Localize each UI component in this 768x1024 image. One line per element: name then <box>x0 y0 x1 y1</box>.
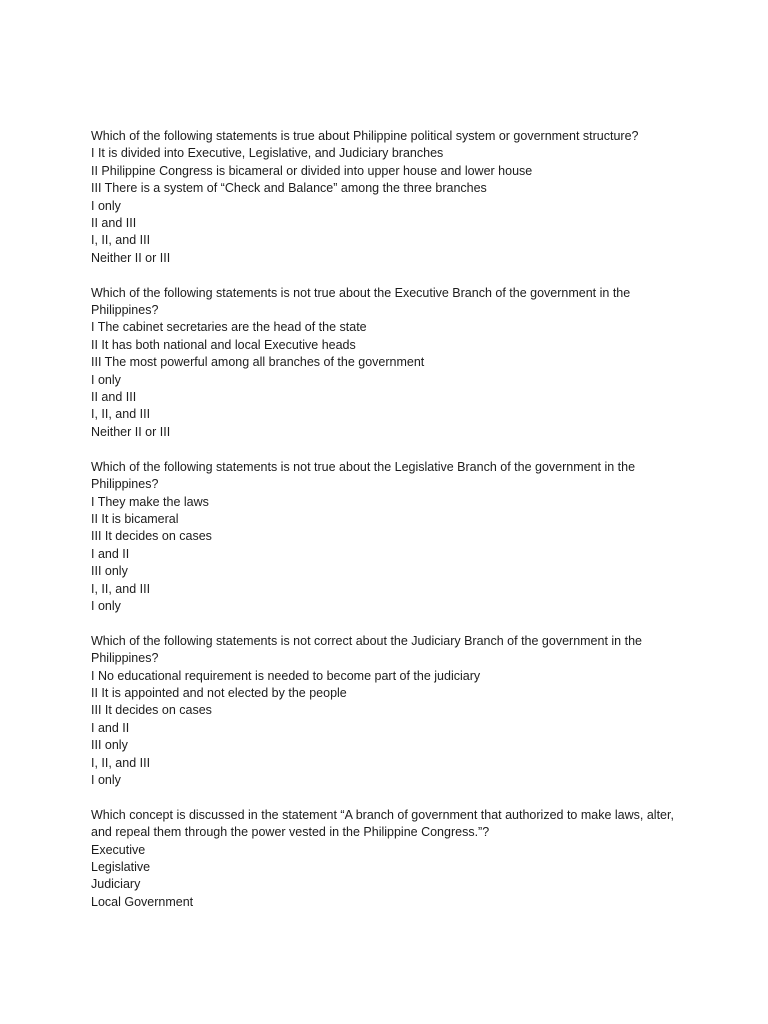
question-2 <box>91 285 691 442</box>
question-4 <box>91 633 691 790</box>
answer-choice: Local Government <box>91 894 194 909</box>
question-stem <box>91 807 691 842</box>
statement-line: II It is appointed and not elected by the people <box>91 685 347 700</box>
question-stem <box>91 285 691 320</box>
answer-choice: I only <box>91 772 121 787</box>
answer-choice: I, II, and III <box>91 581 151 596</box>
statement-line: II It is bicameral <box>91 511 179 526</box>
answer-choice: Neither II or III <box>91 424 171 439</box>
answer-choice: I and II <box>91 546 130 561</box>
statement-line: II Philippine Congress is bicameral or divided into upper house and lower house <box>91 163 533 178</box>
answer-choice: I, II, and III <box>91 233 151 248</box>
answer-choice: II and III <box>91 216 137 231</box>
answer-choice: III only <box>91 738 128 753</box>
answer-choice: I only <box>91 598 121 613</box>
statement-line: II It has both national and local Executive heads <box>91 337 356 352</box>
answer-choice: I only <box>91 198 121 213</box>
answer-choice: Executive <box>91 842 146 857</box>
question-3 <box>91 459 691 616</box>
statement-line: III The most powerful among all branches of the government <box>91 355 425 370</box>
answer-choice: III only <box>91 564 128 579</box>
statement-line: III It decides on cases <box>91 529 212 544</box>
question-text: Which of the following statements is not true about the Executive Branch of the government in the Philippines? <box>91 285 631 318</box>
statement-line: III There is a system of “Check and Balance” among the three branches <box>91 181 487 196</box>
quiz-content <box>91 128 691 929</box>
statement-line: I They make the laws <box>91 494 209 509</box>
question-stem <box>91 459 691 494</box>
question-text: Which of the following statements is not correct about the Judiciary Branch of the government in the Philippines? <box>91 633 642 666</box>
question-5 <box>91 807 691 911</box>
answer-choice: I and II <box>91 720 130 735</box>
statement-line: I No educational requirement is needed to become part of the judiciary <box>91 668 481 683</box>
answer-choice: I, II, and III <box>91 407 151 422</box>
question-text: Which concept is discussed in the statement “A branch of government that authorized to make laws, alter, and repeal them through the power vested in the Philippine Congress.”? <box>91 807 674 840</box>
answer-choice: I, II, and III <box>91 755 151 770</box>
statement-line: III It decides on cases <box>91 703 212 718</box>
answer-choice: II and III <box>91 390 137 405</box>
statement-line: I The cabinet secretaries are the head of the state <box>91 320 367 335</box>
question-text: Which of the following statements is not true about the Legislative Branch of the government in the Philippines? <box>91 459 636 492</box>
answer-choice: Judiciary <box>91 877 141 892</box>
answer-choice: Legislative <box>91 860 151 874</box>
question-1 <box>91 128 691 267</box>
answer-choice: I only <box>91 372 121 387</box>
statement-line: I It is divided into Executive, Legislative, and Judiciary branches <box>91 146 444 161</box>
answer-choice: Neither II or III <box>91 250 171 265</box>
question-stem <box>91 633 691 668</box>
question-text: Which of the following statements is true about Philippine political system or government structure? <box>91 129 639 143</box>
question-stem <box>91 128 691 145</box>
